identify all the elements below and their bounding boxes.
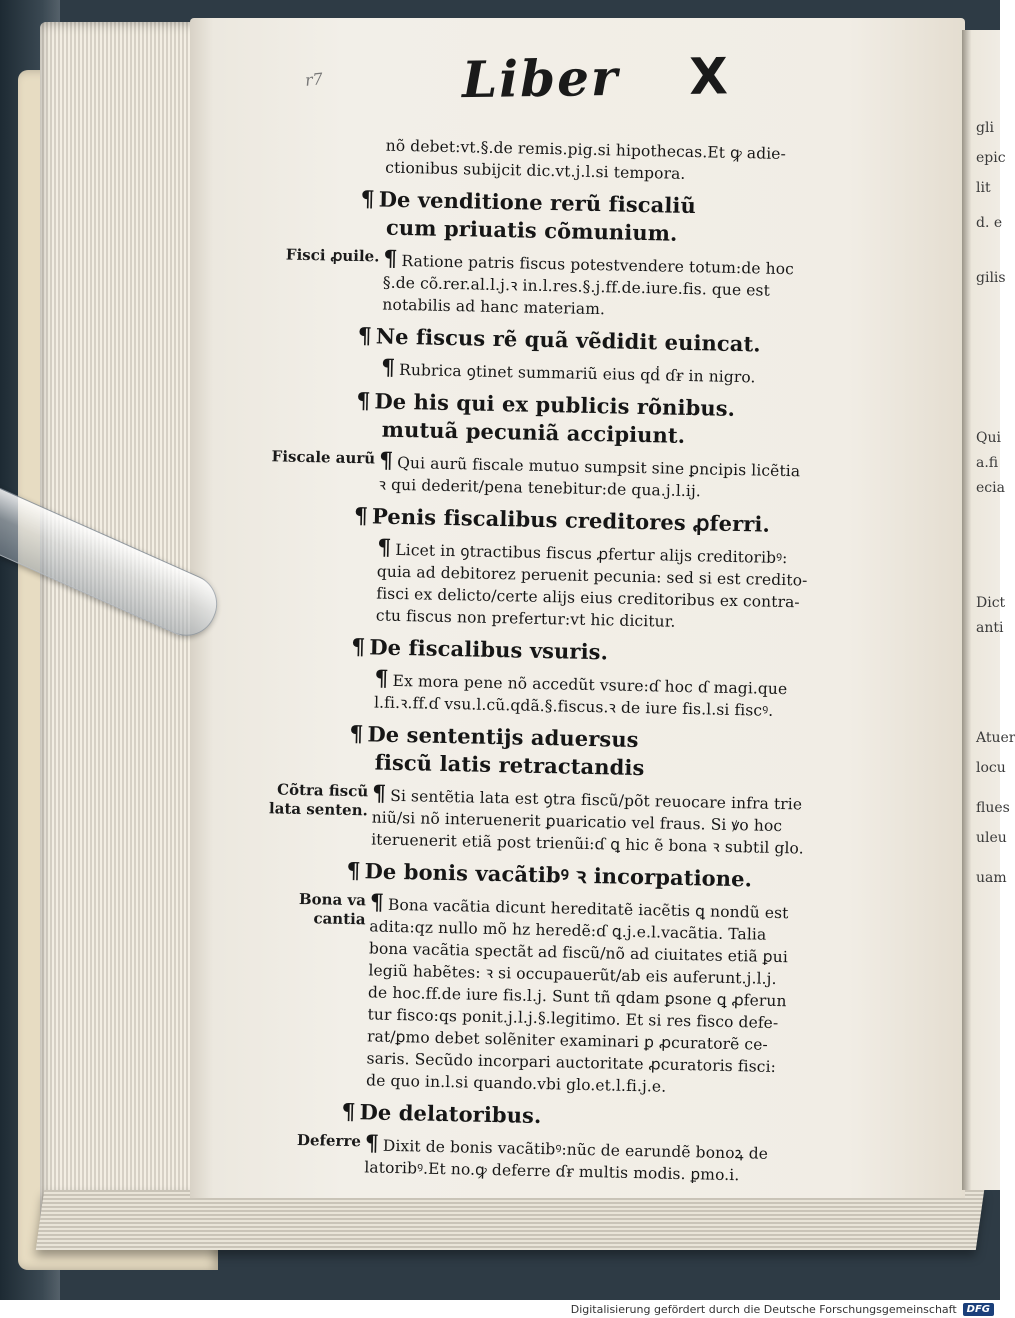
line-text: tur fisco:qs ponit.j.l.j.§.legitimo. Et si res fisco defe- [367, 1005, 779, 1033]
margin-note [254, 534, 378, 537]
pilcrow-icon: ¶ [380, 354, 396, 381]
facing-page-fragment: epic [976, 150, 1006, 166]
running-title [462, 46, 763, 109]
margin-note [251, 665, 375, 668]
pilcrow-icon: ¶ [346, 857, 361, 885]
funding-credit: Digitalisierung gefördert durch die Deutsche Forschungsgemeinschaft [570, 1302, 957, 1316]
paragraph [252, 534, 904, 638]
facing-page-edge [962, 30, 1015, 1190]
paragraph [247, 780, 898, 862]
line-text: latoribꝰ.Et no.ꝙ deferre ɗɍ multis modis. ꝑmo.i. [364, 1158, 740, 1185]
facing-page-fragment: gli [976, 120, 994, 136]
paragraph-body [382, 245, 909, 327]
heading-line [354, 502, 904, 542]
line-text: de quo in.l.si quando.vbi glo.et.l.fi.j.e. [365, 1071, 667, 1096]
facing-page-fragment: a.fi [976, 455, 999, 471]
heading-line [357, 322, 907, 362]
dfg-logo: DFG [963, 1303, 994, 1316]
pilcrow-icon: ¶ [356, 388, 371, 415]
line-text: de hoc.ff.de iure fis.l.j. Sunt tñ qdam ꝑsone ꝗ ꝓferun [367, 983, 787, 1011]
line-text: legiũ habẽtes: ꝛ si occupauerũt/ab eis auferunt.j.l.j. [368, 961, 777, 988]
facing-page-fragment: gilis [976, 270, 1006, 286]
pilcrow-icon: ¶ [371, 780, 387, 807]
line-text: Dixit de bonis vacãtibꝰ:nũc de earundẽ bonoꝝ de [382, 1136, 769, 1163]
heading-text: fiscũ latis retractandis [374, 749, 645, 781]
margin-note: Bona va cantia [298, 889, 367, 929]
pilcrow-icon: ¶ [360, 186, 375, 213]
heading-text: De fiscalibus vsuris. [369, 634, 609, 665]
heading-line [341, 1098, 891, 1138]
pilcrow-icon: ¶ [374, 665, 389, 692]
heading-text: Ne fiscus rẽ quã vẽdidit euincat. [375, 323, 762, 357]
facing-page-fragment: uam [976, 870, 1007, 886]
heading-text: Penis fiscalibus creditores ꝓferri. [371, 503, 771, 537]
paragraph-body [371, 782, 898, 861]
facing-page-fragment: lit [976, 180, 991, 196]
paragraph [240, 1130, 891, 1190]
line-text: ctionibus subijcit dic.vt.j.l.si tempora. [385, 158, 686, 183]
line-text: Si sentẽtia lata est ꝯtra fiscũ/põt reuocare infra trie [390, 786, 803, 814]
line-text: saris. Secũdo incorpari auctoritate ꝓcuratoris fisci: [366, 1049, 777, 1076]
facing-page-fragment: d. e [976, 215, 1003, 231]
page-corner-number: r7 [304, 69, 324, 90]
paragraph [258, 245, 909, 327]
paragraph [257, 354, 907, 392]
paragraph-body [364, 1132, 891, 1189]
line-text: §.de cõ.rer.al.l.j.ꝛ in.l.res.§.j.ff.de.iure.fis. que est [382, 273, 771, 300]
book-number: X [688, 47, 731, 106]
pilcrow-icon: ¶ [364, 1130, 380, 1157]
heading-text: De venditione rerũ fiscaliũ [378, 186, 697, 219]
pilcrow-icon: ¶ [383, 245, 398, 272]
paragraph-body [378, 447, 905, 507]
pilcrow-icon: ¶ [378, 447, 394, 474]
paragraph-body [375, 534, 904, 638]
paragraph-body [380, 354, 907, 392]
facing-page-fragment: locu [976, 760, 1006, 776]
section-heading [249, 718, 900, 788]
paragraph [254, 447, 905, 507]
pilcrow-icon: ¶ [353, 503, 369, 530]
heading-text: mutuã pecuniã accipiunt. [381, 416, 686, 448]
line-text: Ratione patris fiscus potestvendere totum:de hoc [401, 251, 795, 279]
line-text: nõ debet:vt.§.de remis.pig.si hipothecas.Et ꝙ adie- [385, 136, 787, 163]
facing-page-fragment: ecia [976, 480, 1005, 496]
facing-page-fragment: Qui [976, 430, 1001, 446]
facing-page-fragment: uleu [976, 830, 1007, 846]
facing-page-fragment: anti [976, 620, 1004, 636]
margin-note: Fiscale aurũ [271, 447, 376, 468]
facing-page-fragment: Dict [976, 595, 1006, 611]
line-text: fisci ex delicto/certe alijs eius creditoribus ex contra- [376, 584, 800, 612]
margin-note: Fisci ꝓuile. [285, 245, 380, 266]
section-heading [256, 385, 907, 455]
section-heading [260, 183, 911, 253]
line-text: Licet in ꝯtractibus fiscus ꝓfertur alijs creditoribꝰ: [395, 540, 788, 568]
line-text: Rubrica ꝯtinet summariũ eius qḋ ɗɍ in nigro. [398, 360, 756, 387]
pilcrow-icon: ¶ [369, 889, 385, 916]
line-text: rat/ꝑmo debet solẽniter examinari ꝑ ꝓcuratorẽ ce- [366, 1027, 768, 1054]
heading-line [351, 633, 901, 673]
digitization-footer [0, 1300, 1000, 1318]
heading-text: cum priuatis cõmunium. [385, 214, 678, 246]
paragraph-body [366, 891, 896, 1102]
line-text: l.fi.ꝛ.ff.ɗ vsu.l.cũ.qdã.§.fiscus.ꝛ de iure fis.l.si fiscꝰ. [373, 693, 774, 720]
page-edges-bottom [36, 1190, 984, 1250]
facing-page-fragment: Atuer [976, 730, 1015, 746]
line-text: Qui aurũ fiscale mutuo sumpsit sine ꝑncipis licẽtia [397, 453, 801, 481]
pilcrow-icon: ¶ [349, 720, 364, 748]
line-text: quia ad debitorez peruenit pecunia: sed si est credito- [376, 562, 808, 590]
heading-text: De sententijs aduersus [367, 721, 639, 753]
text-column [240, 132, 912, 1196]
margin-note [257, 354, 381, 357]
line-text: ctu fiscus non prefertur:vt hic dicitur. [375, 606, 676, 631]
heading-text: De his qui ex publicis rõnibus. [374, 388, 736, 421]
line-text: notabilis ad hanc materiam. [382, 295, 606, 319]
paragraph [250, 665, 901, 725]
paragraph-body [374, 667, 901, 724]
heading-text: De bonis vacãtibꝰ ꝛ incorpatione. [364, 858, 753, 892]
line-text: ꝛ qui dederit/pena tenebitur:de qua.j.l.ij. [378, 475, 702, 501]
paragraph [242, 889, 896, 1103]
pilcrow-icon: ¶ [357, 323, 373, 350]
pilcrow-icon: ¶ [377, 534, 392, 561]
line-text: iteruenerit etiã post trienũi:ɗ ꝗ hic ẽ bona ꝛ subtil glo. [371, 830, 804, 858]
heading-line [346, 857, 896, 897]
heading-text: De delatoribus. [359, 1099, 542, 1129]
line-text: adita:qz nullo mõ hz heredẽ:ɗ ꝗ.j.e.l.vacãtia. Talia [369, 917, 767, 944]
line-text: bona vacãtia spectãt ad fiscũ/nõ ad ciuitates etiã ꝑui [368, 939, 789, 967]
pilcrow-icon: ¶ [350, 633, 366, 661]
facing-page-fragment: flues [976, 800, 1010, 816]
pilcrow-icon: ¶ [341, 1098, 356, 1126]
line-text: niũ/si nõ interuenerit ꝑuaricatio vel fraus. Si ꝟo hoc [371, 808, 783, 836]
line-text: Ex mora pene nõ accedũt vsure:ɗ hoc ɗ magi.que [392, 671, 788, 699]
text-line [380, 354, 907, 392]
running-title-liber: Liber [461, 47, 620, 110]
margin-note: Cõtra fiscũ lata senten. [268, 780, 369, 820]
margin-note: Deferre [296, 1130, 362, 1151]
line-text: Bona vacãtia dicunt hereditatẽ iacẽtis ꝗ nondũ est [387, 895, 789, 923]
